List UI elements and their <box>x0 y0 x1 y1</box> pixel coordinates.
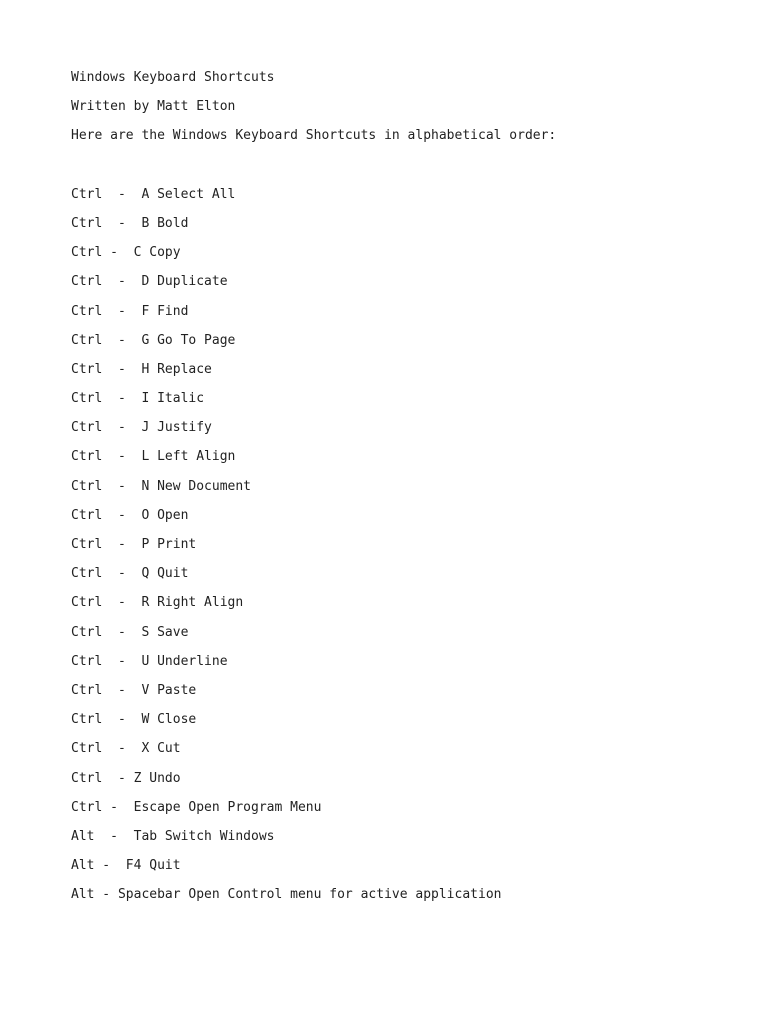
shortcut-line: Ctrl - V Paste <box>71 682 197 698</box>
shortcut-line: Ctrl - R Right Align <box>71 595 244 611</box>
shortcut-line: Ctrl - Z Undo <box>71 770 181 786</box>
shortcut-line: Alt - Spacebar Open Control menu for active application <box>71 887 502 903</box>
shortcut-line: Ctrl - S Save <box>71 624 189 640</box>
shortcut-line: Ctrl - A Select All <box>71 186 236 202</box>
document-intro: Here are the Windows Keyboard Shortcuts in alphabetical order: <box>71 128 557 144</box>
shortcut-line: Ctrl - W Close <box>71 712 197 728</box>
shortcut-line: Ctrl - B Bold <box>71 215 189 231</box>
shortcut-line: Ctrl - F Find <box>71 303 189 319</box>
shortcut-line: Ctrl - L Left Align <box>71 449 236 465</box>
shortcut-line: Ctrl - X Cut <box>71 741 181 757</box>
document-byline: Written by Matt Elton <box>71 99 236 115</box>
shortcut-line: Ctrl - P Print <box>71 537 197 552</box>
shortcut-line: Ctrl - Escape Open Program Menu <box>71 799 322 815</box>
shortcut-line: Ctrl - D Duplicate <box>71 274 228 290</box>
document-title: Windows Keyboard Shortcuts <box>71 70 275 85</box>
shortcut-line: Ctrl - G Go To Page <box>71 332 236 348</box>
shortcut-line: Ctrl - O Open <box>71 507 189 523</box>
shortcut-line: Alt - F4 Quit <box>71 858 181 874</box>
blank-line <box>71 156 731 185</box>
document-page <box>71 68 731 914</box>
shortcut-line: Ctrl - C Copy <box>71 245 181 261</box>
shortcut-line: Ctrl - U Underline <box>71 653 228 669</box>
shortcut-line: Ctrl - H Replace <box>71 361 212 377</box>
shortcut-list <box>71 185 731 915</box>
shortcut-line: Alt - Tab Switch Windows <box>71 828 275 844</box>
shortcut-line: Ctrl - J Justify <box>71 420 212 436</box>
shortcut-line: Ctrl - N New Document <box>71 478 252 494</box>
shortcut-line: Ctrl - Q Quit <box>71 566 189 582</box>
shortcut-line: Ctrl - I Italic <box>71 391 205 407</box>
